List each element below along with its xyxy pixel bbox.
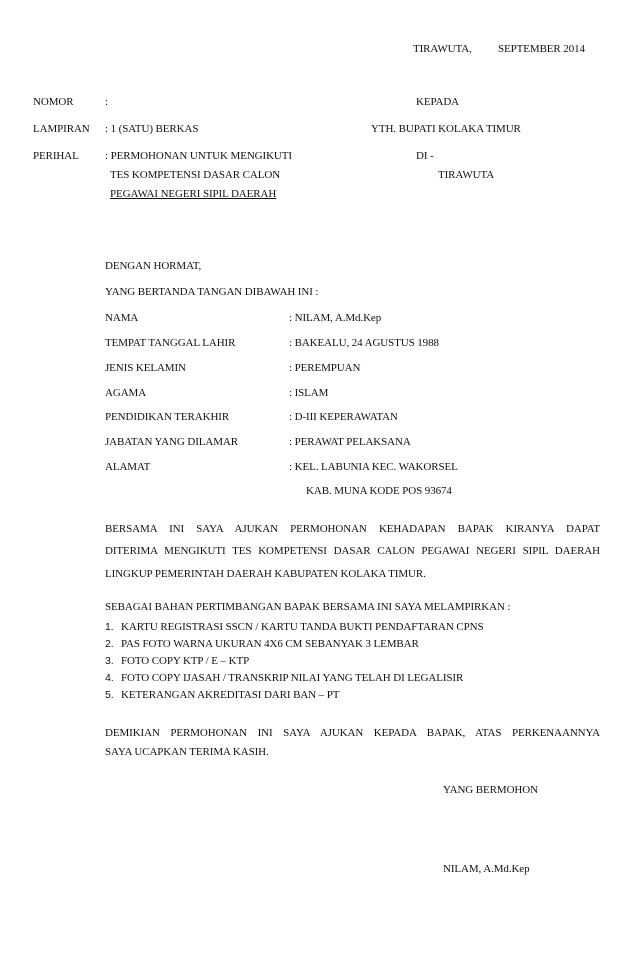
field-value-nama: : NILAM, A.Md.Kep [289, 312, 382, 324]
recipient-yth: YTH. BUPATI KOLAKA TIMUR [371, 123, 521, 135]
list-item-number: 1. [105, 621, 114, 633]
field-value-agama: : ISLAM [289, 387, 329, 399]
address-line-2: KAB. MUNA KODE POS 93674 [306, 485, 452, 497]
list-item-text: FOTO COPY KTP / E – KTP [121, 655, 250, 667]
list-item [105, 671, 463, 685]
list-item-number: 5. [105, 689, 114, 701]
signature-name: NILAM, A.Md.Kep [443, 863, 530, 875]
closing-line-1: DEMIKIAN PERMOHONAN INI SAYA AJUKAN KEPADA BAPAK, ATAS PERKENAANNYA [105, 727, 600, 739]
paragraph-request-line-3: LINGKUP PEMERINTAH DAERAH KABUPATEN KOLAKA TIMUR. [105, 568, 426, 580]
perihal-line-3: PEGAWAI NEGERI SIPIL DAERAH [110, 188, 277, 200]
closing-line-2: SAYA UCAPKAN TERIMA KASIH. [105, 746, 269, 758]
intro-line: YANG BERTANDA TANGAN DIBAWAH INI : [105, 286, 319, 298]
field-label-gender: JENIS KELAMIN [105, 362, 186, 374]
paragraph-request-line-2: DITERIMA MENGIKUTI TES KOMPETENSI DASAR CALON PEGAWAI NEGERI SIPIL DAERAH [105, 545, 600, 557]
list-item-text: PAS FOTO WARNA UKURAN 4X6 CM SEBANYAK 3 LEMBAR [121, 638, 419, 650]
field-label-jabatan: JABATAN YANG DILAMAR [105, 436, 238, 448]
closing-paragraph [105, 726, 600, 740]
paragraph-request-line-1: BERSAMA INI SAYA AJUKAN PERMOHONAN KEHADAPAN BAPAK KIRANYA DAPAT [105, 523, 600, 535]
field-value-ttl: : BAKEALU, 24 AGUSTUS 1988 [289, 337, 439, 349]
list-item-number: 3. [105, 655, 114, 667]
nomor-label: NOMOR [33, 96, 74, 108]
recipient-kepada: KEPADA [416, 96, 460, 108]
perihal-line-2: TES KOMPETENSI DASAR CALON [110, 169, 281, 181]
list-item [105, 688, 339, 702]
signature-label: YANG BERMOHON [443, 784, 538, 796]
list-item-text: KARTU REGISTRASI SSCN / KARTU TANDA BUKTI PENDAFTARAN CPNS [121, 621, 484, 633]
list-item-text: FOTO COPY IJASAH / TRANSKRIP NILAI YANG TELAH DI LEGALISIR [121, 672, 464, 684]
attachments-intro: SEBAGAI BAHAN PERTIMBANGAN BAPAK BERSAMA INI SAYA MELAMPIRKAN : [105, 601, 511, 613]
lampiran-label: LAMPIRAN [33, 123, 90, 135]
paragraph-request [105, 522, 600, 558]
recipient-city: TIRAWUTA [438, 169, 495, 181]
field-value-pendidikan: : D-III KEPERAWATAN [289, 411, 398, 423]
perihal-line-1: : PERMOHONAN UNTUK MENGIKUTI [105, 150, 292, 162]
perihal-label: PERIHAL [33, 150, 79, 162]
letter-place: TIRAWUTA, [413, 43, 472, 55]
list-item [105, 620, 484, 634]
recipient-di: DI - [416, 150, 434, 162]
nomor-value: : [105, 96, 108, 108]
list-item-number: 2. [105, 638, 114, 650]
field-label-nama: NAMA [105, 312, 139, 324]
greeting: DENGAN HORMAT, [105, 260, 202, 272]
field-value-jabatan: : PERAWAT PELAKSANA [289, 436, 411, 448]
field-value-gender: : PEREMPUAN [289, 362, 361, 374]
field-label-alamat: ALAMAT [105, 461, 151, 473]
field-label-pendidikan: PENDIDIKAN TERAKHIR [105, 411, 230, 423]
field-label-ttl: TEMPAT TANGGAL LAHIR [105, 337, 236, 349]
field-label-agama: AGAMA [105, 387, 147, 399]
letter-date: SEPTEMBER 2014 [498, 43, 585, 55]
lampiran-value: : 1 (SATU) BERKAS [105, 123, 199, 135]
field-value-alamat: : KEL. LABUNIA KEC. WAKORSEL [289, 461, 458, 473]
list-item [105, 654, 249, 668]
list-item-text: KETERANGAN AKREDITASI DARI BAN – PT [121, 689, 340, 701]
list-item-number: 4. [105, 672, 114, 684]
list-item [105, 637, 419, 651]
